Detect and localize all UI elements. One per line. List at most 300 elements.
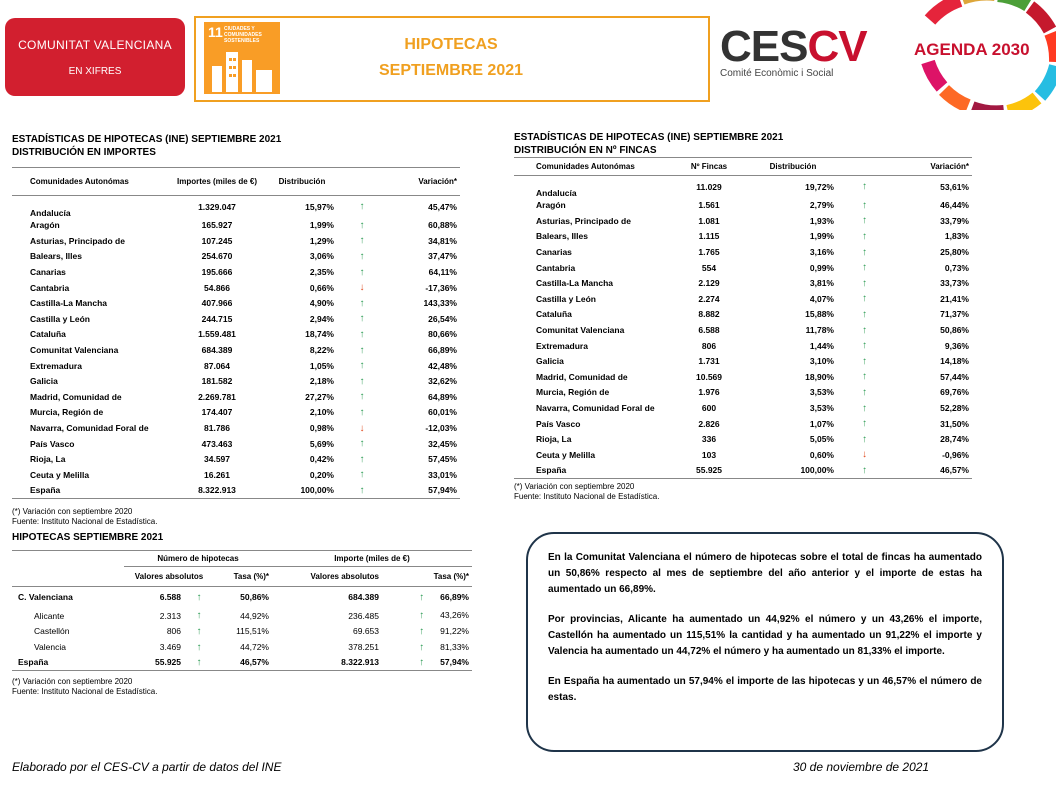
value-cell: 8.882 <box>698 309 720 320</box>
table-row <box>12 608 472 624</box>
arrow-up-icon: ↑ <box>196 641 202 653</box>
variation-cell: 34,81% <box>428 235 457 246</box>
fincas-note: (*) Variación con septiembre 2020 <box>514 481 635 491</box>
distribution-cell: 100,00% <box>267 483 337 499</box>
value-cell: 181.582 <box>201 376 233 387</box>
distribution-cell: 1,44% <box>809 340 834 351</box>
sub-header: Valores absolutos <box>134 571 204 581</box>
distribution-cell: 0,60% <box>809 449 834 460</box>
value-cell: 34.597 <box>204 454 230 465</box>
distribution-cell: 19,72% <box>805 181 834 192</box>
table-row <box>514 353 972 369</box>
summary-paragraph: Por provincias, Alicante ha aumentado un 44,92% el número y un 43,26% el importe, Castellón ha aumentado un 115,51% la cantidad y ha aumentado un 91,22% el importe y Valencia ha aumentado un 44,72% el número y ha aumentado un 81,33% el importe. <box>548 614 982 657</box>
table-row <box>12 405 460 421</box>
value-cell: 684.389 <box>348 592 379 603</box>
table-row <box>514 275 972 291</box>
variation-cell: 33,73% <box>940 278 969 289</box>
distribution-cell: 1,93% <box>809 215 834 226</box>
table-row <box>12 218 460 234</box>
arrow-up-icon: ↑ <box>862 199 867 211</box>
table-row <box>12 483 460 499</box>
value-cell: 165.927 <box>201 220 233 231</box>
table-row <box>12 358 460 374</box>
variation-cell: 69,76% <box>940 387 969 398</box>
table-row <box>12 295 460 311</box>
arrow-up-icon: ↑ <box>419 656 425 668</box>
rate-value: 81,33% <box>440 641 469 652</box>
value-cell: 473.463 <box>201 438 233 449</box>
arrow-up-icon: ↑ <box>862 340 867 352</box>
rate-cell-group <box>382 655 472 671</box>
table-row <box>514 369 972 385</box>
table-row <box>12 420 460 436</box>
region-name: España <box>12 483 167 499</box>
sub-header: Tasa (%)* <box>233 571 269 581</box>
arrow-down-icon: ↓ <box>359 422 365 434</box>
value-cell: 81.786 <box>204 423 230 434</box>
region-name: Cataluña <box>536 309 572 320</box>
table-row <box>514 338 972 354</box>
variation-cell: 21,41% <box>940 293 969 304</box>
rate-value: 66,89% <box>440 591 469 602</box>
agenda-label: AGENDA 2030 <box>914 40 1030 59</box>
cv-title: HIPOTECAS SEPTIEMBRE 2021 <box>12 532 164 543</box>
value-cell: 16.261 <box>204 469 230 480</box>
region-name: Madrid, Comunidad de <box>30 391 122 402</box>
variation-cell: 52,28% <box>940 403 969 414</box>
arrow-up-icon: ↑ <box>184 655 214 671</box>
region-name: Asturias, Principado de <box>30 235 125 246</box>
area-name: Valencia <box>34 642 66 653</box>
distribution-cell: 1,05% <box>309 360 334 371</box>
variation-cell: 45,47% <box>428 201 457 212</box>
variation-cell: 37,47% <box>428 251 457 262</box>
region-name: Castilla-La Mancha <box>30 298 107 309</box>
distribution-cell: 1,29% <box>309 235 334 246</box>
value-cell: 69.653 <box>353 626 379 637</box>
distribution-cell: 4,07% <box>809 293 834 304</box>
distribution-cell: 0,66% <box>309 282 334 293</box>
region-name: País Vasco <box>536 418 581 429</box>
cv-source: Fuente: Instituto Nacional de Estadística. <box>12 686 158 696</box>
region-name: Aragón <box>30 220 60 231</box>
value-cell: 1.561 <box>698 200 720 211</box>
distribution-cell: 2,35% <box>309 267 334 278</box>
value-cell: 806 <box>166 626 181 637</box>
region-name: Ceuta y Melilla <box>536 449 596 460</box>
region-name: España <box>514 463 669 479</box>
arrow-up-icon: ↑ <box>196 625 202 637</box>
distribution-cell: 27,27% <box>305 391 334 402</box>
importes-subtitle: DISTRIBUCIÓN EN IMPORTES <box>12 147 156 158</box>
table-row <box>12 280 460 296</box>
arrow-up-icon: ↑ <box>862 324 867 336</box>
rate-cell-group <box>382 639 472 655</box>
arrow-down-icon: ↓ <box>862 449 867 461</box>
arrow-up-icon: ↑ <box>359 453 365 465</box>
region-name: Castilla-La Mancha <box>536 278 613 289</box>
arrow-up-icon: ↑ <box>359 266 365 278</box>
distribution-cell: 18,90% <box>805 371 834 382</box>
value-cell: 55.925 <box>669 463 749 479</box>
summary-paragraph: En la Comunitat Valenciana el número de hipotecas sobre el total de fincas ha aumentado un 50,86% respecto al mes de septiembre del año anterior y el importe de estas ha aumentado un 66,89%. <box>548 552 982 595</box>
distribution-cell: 15,97% <box>305 201 334 212</box>
table-row <box>12 342 460 358</box>
variation-cell: 9,36% <box>944 340 969 351</box>
rate-value: 43,26% <box>440 610 469 621</box>
footer-credit: Elaborado por el CES-CV a partir de datos del INE <box>12 760 282 774</box>
value-cell: 11.029 <box>696 181 722 192</box>
value-cell: 107.245 <box>201 235 233 246</box>
variation-cell: 60,01% <box>428 407 457 418</box>
col-header: Importes (miles de €) <box>167 168 267 196</box>
variation-cell: 57,44% <box>940 371 969 382</box>
col-header: Variación* <box>892 158 972 176</box>
region-name: Balears, Illes <box>536 231 588 242</box>
value-cell: 684.389 <box>201 345 233 356</box>
table-row <box>12 639 472 655</box>
value-cell: 6.588 <box>698 325 720 336</box>
table-row <box>514 260 972 276</box>
distribution-cell: 5,05% <box>809 434 834 445</box>
table-row <box>514 307 972 323</box>
arrow-up-icon: ↑ <box>359 360 365 372</box>
region-name: Extremadura <box>536 340 588 351</box>
distribution-cell: 100,00% <box>749 463 837 479</box>
table-row <box>514 198 972 214</box>
variation-cell: 31,50% <box>940 418 969 429</box>
region-name: Cantabria <box>30 282 70 293</box>
badge-line1: COMUNITAT VALENCIANA <box>18 38 172 52</box>
value-cell: 2.826 <box>698 418 720 429</box>
region-name: Comunitat Valenciana <box>30 345 119 356</box>
area-name: Alicante <box>34 610 65 621</box>
variation-cell: 14,18% <box>940 356 969 367</box>
importes-table <box>12 167 460 499</box>
arrow-up-icon: ↑ <box>862 308 867 320</box>
value-cell: 1.559.481 <box>198 329 236 340</box>
value-cell: 2.129 <box>698 278 720 289</box>
variation-cell: 28,74% <box>940 434 969 445</box>
arrow-up-icon: ↑ <box>419 591 425 603</box>
col-header: Variación* <box>387 168 460 196</box>
variation-cell: 50,86% <box>940 325 969 336</box>
distribution-cell: 0,98% <box>309 423 334 434</box>
variation-cell: -17,36% <box>425 282 457 293</box>
distribution-cell: 2,94% <box>309 313 334 324</box>
footer-date: 30 de noviembre de 2021 <box>793 760 930 774</box>
region-name: Balears, Illes <box>30 251 82 262</box>
table-row <box>12 389 460 405</box>
arrow-up-icon: ↑ <box>862 277 867 289</box>
rate-value: 57,94% <box>440 656 469 667</box>
arrow-up-icon: ↑ <box>359 438 365 450</box>
badge-line2: EN XIFRES <box>68 66 122 77</box>
table-row <box>514 244 972 260</box>
distribution-cell: 3,53% <box>809 387 834 398</box>
col-header: Nº Fincas <box>669 158 749 176</box>
region-name: Rioja, La <box>30 454 66 465</box>
table-row <box>12 451 460 467</box>
variation-cell: -0,96% <box>942 449 969 460</box>
arrow-up-icon: ↑ <box>419 625 425 637</box>
value-cell: 554 <box>701 262 717 273</box>
sdg-text: CIUDADES Y COMUNIDADES SOSTENIBLES <box>224 26 262 44</box>
region-name: Asturias, Principado de <box>536 215 631 226</box>
fincas-subtitle: DISTRIBUCIÓN EN Nº FINCAS <box>514 145 657 156</box>
variation-cell: 46,57% <box>892 463 972 479</box>
col-header: Distribución <box>267 168 337 196</box>
distribution-cell: 3,06% <box>309 251 334 262</box>
variation-cell: 57,45% <box>428 454 457 465</box>
table-row <box>12 311 460 327</box>
region-name: Cataluña <box>30 329 66 340</box>
arrow-up-icon: ↑ <box>862 262 867 274</box>
arrow-up-icon: ↑ <box>359 235 365 247</box>
value-cell: 3.469 <box>159 642 181 653</box>
value-cell: 8.322.913 <box>272 655 382 671</box>
arrow-up-icon: ↑ <box>862 230 867 242</box>
arrow-down-icon: ↓ <box>359 282 365 294</box>
value-cell: 2.274 <box>698 293 720 304</box>
table-row <box>12 436 460 452</box>
region-name: Navarra, Comunidad Foral de <box>30 423 149 434</box>
distribution-cell: 15,88% <box>805 309 834 320</box>
arrow-up-icon: ↑ <box>359 375 365 387</box>
value-cell: 407.966 <box>201 298 233 309</box>
table-row <box>514 431 972 447</box>
arrow-up-icon: ↑ <box>862 418 867 430</box>
distribution-cell: 3,53% <box>809 403 834 414</box>
variation-cell: 80,66% <box>428 329 457 340</box>
value-cell: 103 <box>701 449 717 460</box>
title-box <box>194 16 710 102</box>
importes-source: Fuente: Instituto Nacional de Estadística. <box>12 516 158 526</box>
col-header: Comunidades Autonómas <box>12 168 167 196</box>
arrow-up-icon: ↑ <box>359 344 365 356</box>
arrow-up-icon: ↑ <box>196 610 202 622</box>
distribution-cell: 1,07% <box>809 418 834 429</box>
distribution-cell: 0,20% <box>309 469 334 480</box>
region-name: Andalucía <box>536 187 577 198</box>
value-cell: 87.064 <box>204 360 230 371</box>
arrow-up-icon: ↑ <box>359 219 365 231</box>
region-name: Rioja, La <box>536 434 572 445</box>
distribution-cell: 3,16% <box>809 247 834 258</box>
arrow-up-icon: ↑ <box>359 406 365 418</box>
group-header: Número de hipotecas <box>124 551 272 567</box>
variation-cell: 26,54% <box>428 313 457 324</box>
value-cell: 236.485 <box>348 610 379 621</box>
variation-cell: 32,45% <box>428 438 457 449</box>
importes-note: (*) Variación con septiembre 2020 <box>12 506 133 516</box>
fincas-title: ESTADÍSTICAS DE HIPOTECAS (INE) SEPTIEMBRE 2021 <box>514 132 784 143</box>
variation-cell: 0,73% <box>944 262 969 273</box>
sub-header: Valores absolutos <box>310 571 379 581</box>
rate-cell-group <box>382 586 472 608</box>
value-cell: 2.313 <box>159 610 181 621</box>
cescv-logo: CESCV Comité Econòmic i Social <box>720 22 867 79</box>
distribution-cell: 0,99% <box>809 262 834 273</box>
table-row <box>12 624 472 640</box>
page-title: HIPOTECAS <box>404 36 498 53</box>
variation-cell: 53,61% <box>940 181 969 192</box>
value-cell: 1.765 <box>698 247 720 258</box>
table-row <box>514 213 972 229</box>
area-name: España <box>12 655 124 671</box>
variation-cell: 33,01% <box>428 469 457 480</box>
sdg-11-icon <box>204 22 280 94</box>
distribution-cell: 2,18% <box>309 376 334 387</box>
value-cell: 54.866 <box>204 282 230 293</box>
table-row <box>514 400 972 416</box>
variation-cell: 33,79% <box>940 215 969 226</box>
arrow-up-icon: ↑ <box>862 371 867 383</box>
rate-value: 91,22% <box>440 625 469 636</box>
table-row <box>12 327 460 343</box>
distribution-cell: 2,10% <box>309 407 334 418</box>
value-cell: 2.269.781 <box>198 391 236 402</box>
distribution-cell: 4,90% <box>309 298 334 309</box>
col-header: Distribución <box>749 158 837 176</box>
fincas-source: Fuente: Instituto Nacional de Estadística. <box>514 491 660 501</box>
table-row <box>12 196 460 218</box>
region-name: Canarias <box>30 267 66 278</box>
value-cell: 600 <box>701 403 717 414</box>
table-row <box>514 416 972 432</box>
rate-cell: 50,86% <box>240 592 269 603</box>
value-cell: 1.115 <box>698 231 720 242</box>
city-buildings-icon <box>204 22 280 94</box>
region-name: Cantabria <box>536 262 576 273</box>
value-cell: 244.715 <box>201 313 233 324</box>
region-name: Galicia <box>30 376 58 387</box>
arrow-up-icon: ↑ <box>837 463 892 479</box>
table-row <box>514 385 972 401</box>
table-row <box>12 233 460 249</box>
arrow-up-icon: ↑ <box>359 391 365 403</box>
arrow-up-icon: ↑ <box>359 297 365 309</box>
variation-cell: 25,80% <box>940 247 969 258</box>
area-name: C. Valenciana <box>18 592 73 603</box>
importes-section <box>12 133 460 527</box>
value-cell: 8.322.913 <box>167 483 267 499</box>
region-name: Murcia, Región de <box>30 407 104 418</box>
value-cell: 174.407 <box>201 407 233 418</box>
sdg-number: 11 <box>208 24 223 40</box>
rate-cell: 44,92% <box>240 610 269 621</box>
cescv-subtitle: Comité Econòmic i Social <box>720 68 834 79</box>
variation-cell: 60,88% <box>428 220 457 231</box>
distribution-cell: 3,81% <box>809 278 834 289</box>
variation-cell: 66,89% <box>428 345 457 356</box>
cv-table <box>12 550 472 671</box>
sub-header: Tasa (%)* <box>433 571 469 581</box>
variation-cell: 32,62% <box>428 376 457 387</box>
arrow-up-icon: ↑ <box>359 328 365 340</box>
table-row <box>12 249 460 265</box>
page-subtitle: SEPTIEMBRE 2021 <box>378 62 524 79</box>
variation-cell: 57,94% <box>387 483 460 499</box>
table-row <box>514 176 972 198</box>
rate-cell-group <box>382 608 472 624</box>
arrow-up-icon: ↑ <box>419 641 425 653</box>
arrow-up-icon: ↑ <box>862 215 867 227</box>
distribution-cell: 1,99% <box>309 220 334 231</box>
group-header: Importe (miles de €) <box>272 551 472 567</box>
value-cell: 254.670 <box>201 251 233 262</box>
table-row <box>514 463 972 479</box>
rate-cell: 115,51% <box>236 626 269 637</box>
table-row <box>514 229 972 245</box>
fincas-table <box>514 157 972 479</box>
cv-note: (*) Variación con septiembre 2020 <box>12 676 133 686</box>
table-row <box>514 291 972 307</box>
variation-cell: 42,48% <box>428 360 457 371</box>
importes-title: ESTADÍSTICAS DE HIPOTECAS (INE) SEPTIEMBRE 2021 <box>12 134 282 145</box>
value-cell: 336 <box>701 434 717 445</box>
value-cell: 1.976 <box>698 387 720 398</box>
region-name: Madrid, Comunidad de <box>536 371 628 382</box>
value-cell: 6.588 <box>159 592 181 603</box>
arrow-up-icon: ↑ <box>862 246 867 258</box>
region-name: Castilla y León <box>536 293 596 304</box>
table-row <box>12 373 460 389</box>
agenda-2030-logo <box>900 0 1056 110</box>
col-header: Comunidades Autonómas <box>514 158 669 176</box>
distribution-cell: 11,78% <box>805 325 834 336</box>
table-row <box>12 467 460 483</box>
region-name: Andalucía <box>30 207 71 218</box>
rate-cell: 44,72% <box>240 642 269 653</box>
cv-en-xifres-badge <box>5 18 185 96</box>
value-cell: 378.251 <box>348 642 379 653</box>
value-cell: 1.731 <box>698 356 720 367</box>
arrow-up-icon: ↑ <box>862 402 867 414</box>
distribution-cell: 1,99% <box>809 231 834 242</box>
value-cell: 1.081 <box>698 215 720 226</box>
region-name: Murcia, Región de <box>536 387 610 398</box>
value-cell: 1.329.047 <box>198 201 236 212</box>
table-row <box>12 655 472 671</box>
distribution-cell: 5,69% <box>309 438 334 449</box>
table-row <box>514 447 972 463</box>
variation-cell: 1,83% <box>944 231 969 242</box>
arrow-up-icon: ↑ <box>419 610 425 622</box>
region-name: Aragón <box>536 200 566 211</box>
value-cell: 10.569 <box>696 371 722 382</box>
fincas-section <box>514 131 972 502</box>
arrow-up-icon: ↑ <box>862 181 867 193</box>
value-cell: 195.666 <box>201 267 233 278</box>
distribution-cell: 2,79% <box>809 200 834 211</box>
region-name: Ceuta y Melilla <box>30 469 90 480</box>
rate-cell: 46,57% <box>214 655 272 671</box>
value-cell: 55.925 <box>124 655 184 671</box>
arrow-up-icon: ↑ <box>862 386 867 398</box>
arrow-up-icon: ↑ <box>862 293 867 305</box>
area-name: Castellón <box>34 626 70 637</box>
region-name: Castilla y León <box>30 313 90 324</box>
arrow-up-icon: ↑ <box>196 591 202 603</box>
distribution-cell: 3,10% <box>809 356 834 367</box>
table-row <box>12 586 472 608</box>
variation-cell: 143,33% <box>423 298 457 309</box>
variation-cell: 71,37% <box>940 309 969 320</box>
cv-section <box>12 531 472 697</box>
region-name: Comunitat Valenciana <box>536 325 625 336</box>
region-name: País Vasco <box>30 438 75 449</box>
